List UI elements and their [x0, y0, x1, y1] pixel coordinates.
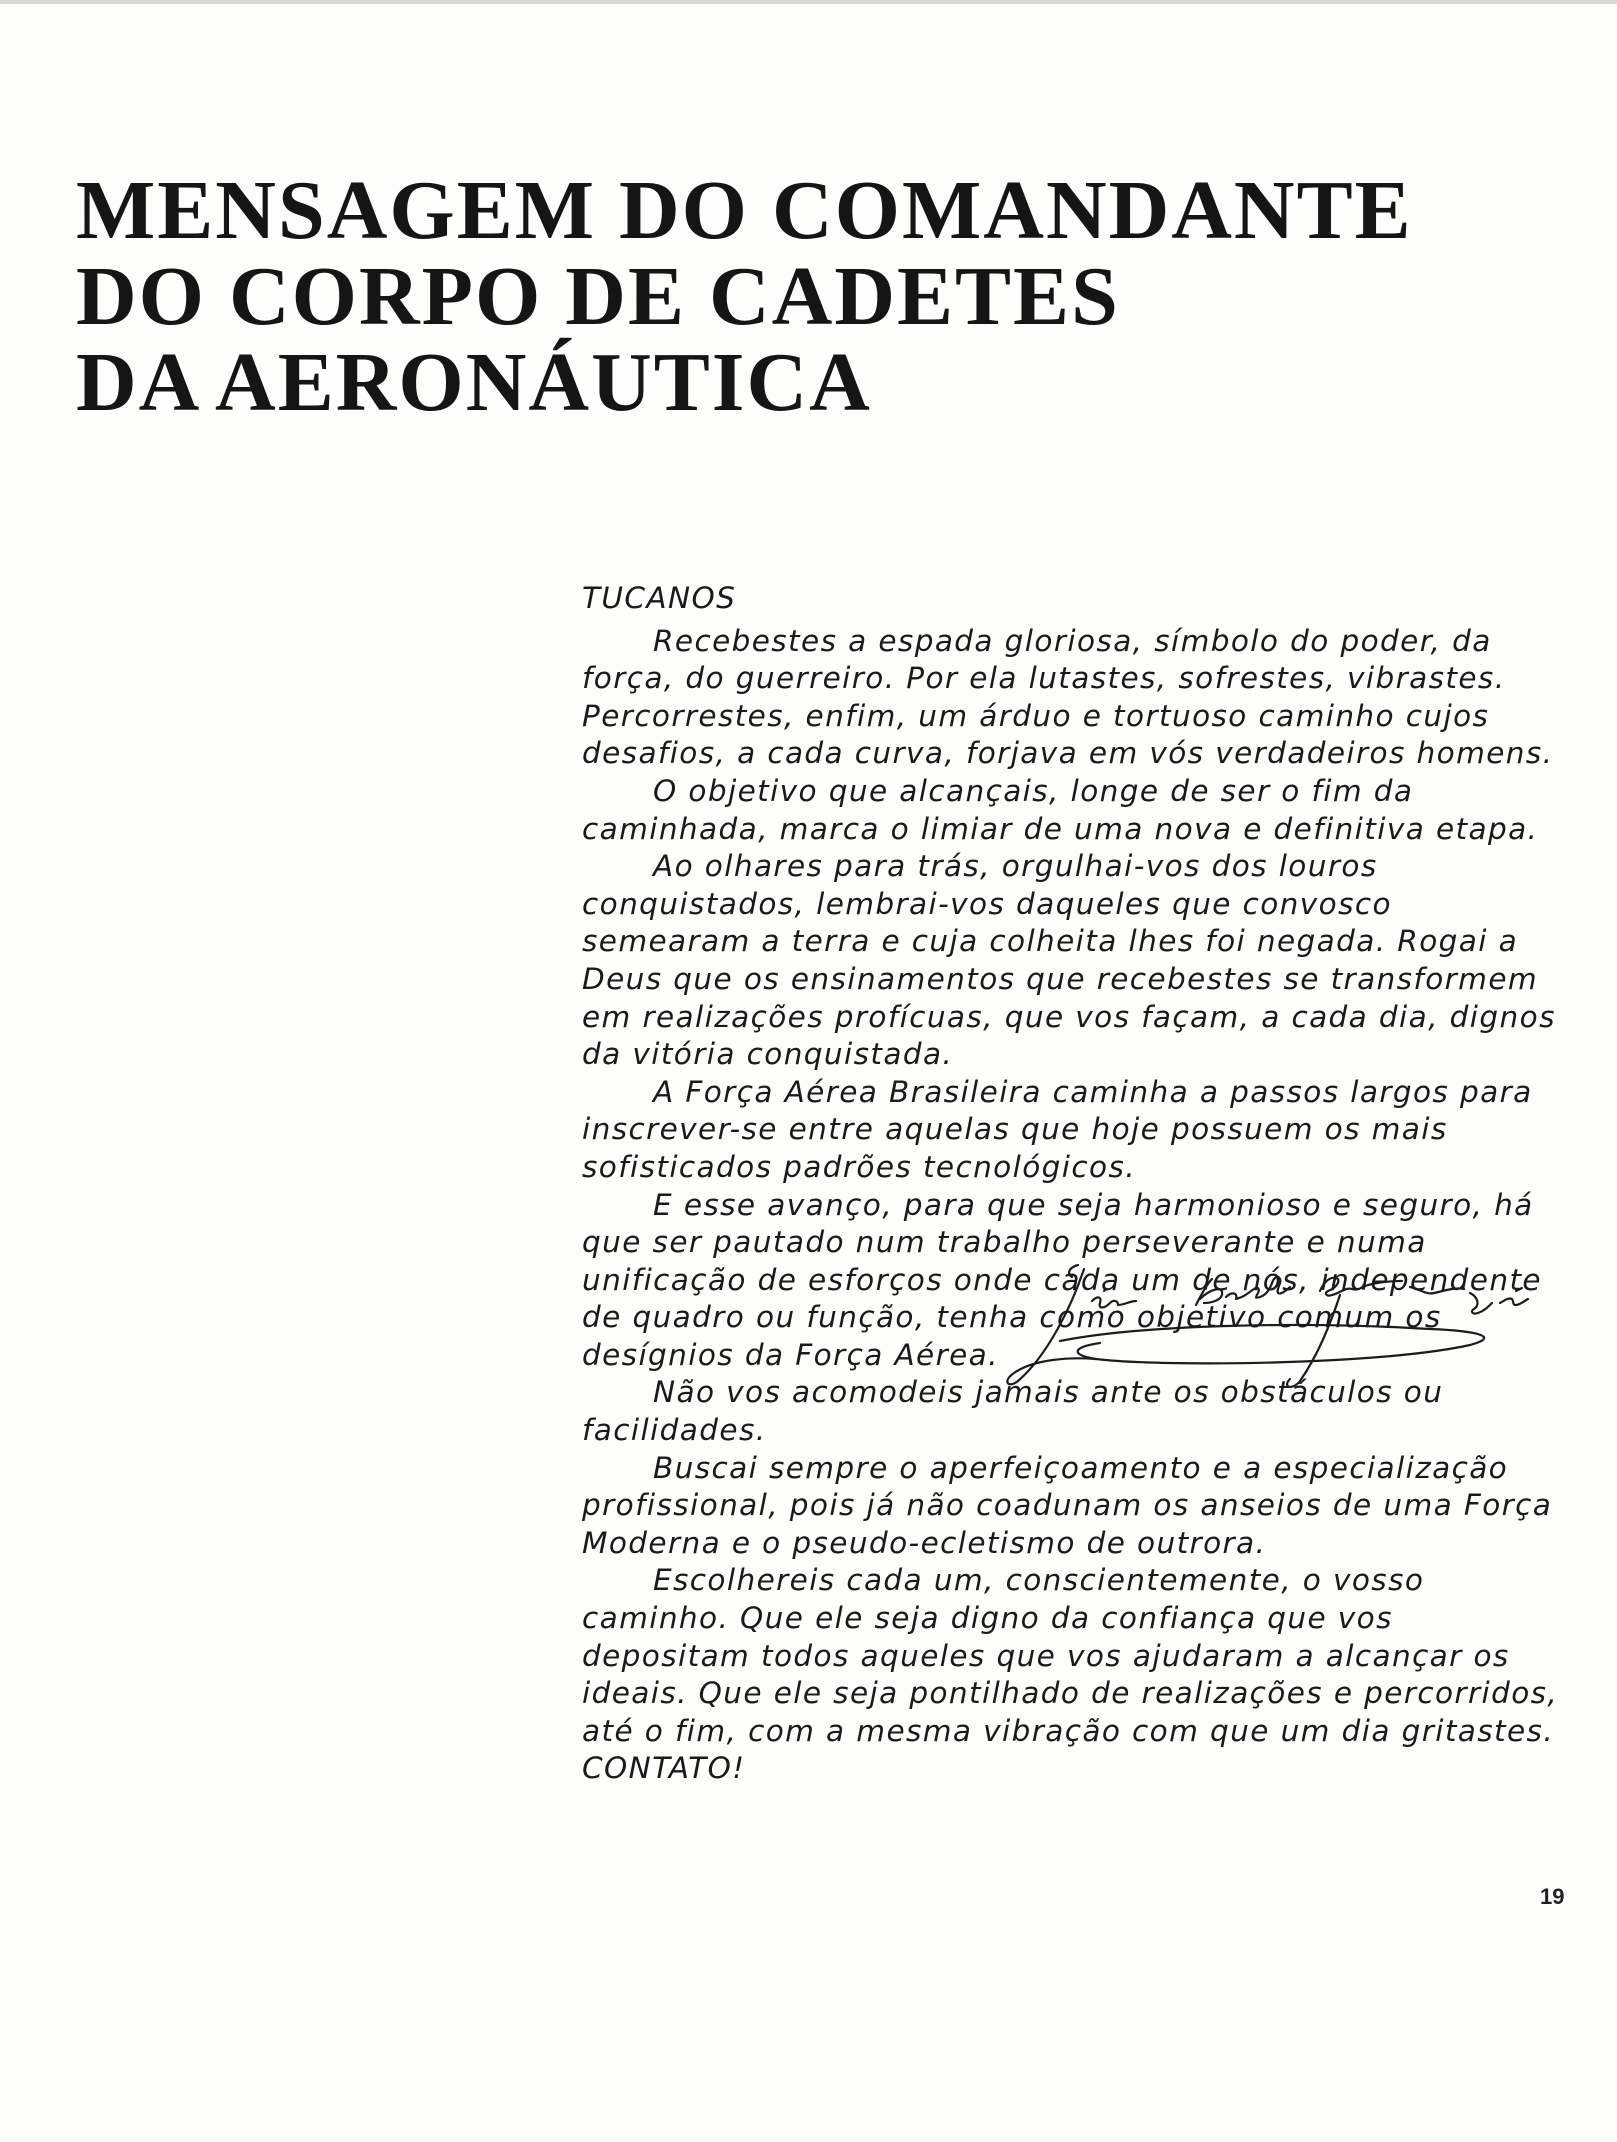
- message-body: [582, 580, 1562, 1788]
- message-paragraph: Não vos acomodeis jamais ante os obstáculos ou facilidades.: [582, 1375, 1444, 1448]
- handwritten-signature: [1000, 1255, 1540, 1395]
- message-paragraph: O objetivo que alcançais, longe de ser o fim da caminhada, marca o limiar de uma nova e definitiva etapa.: [582, 773, 1539, 846]
- salutation: TUCANOS: [582, 581, 737, 615]
- page-top-edge: [0, 0, 1617, 4]
- message-paragraph: Buscai sempre o aperfeiçoamento e a especialização profissional, pois já não coadunam os anseios de uma Força Moderna e o pseudo-ecletismo de outrora.: [582, 1450, 1553, 1560]
- message-paragraph: Recebestes a espada gloriosa, símbolo do poder, da força, do guerreiro. Por ela lutastes, sofrestes, vibrastes. Percorrestes, enfim, um árduo e tortuoso caminho cujos desafios, a cada curva, forjava em vós verdadeiros homens.: [582, 623, 1554, 771]
- page-title: [76, 164, 1413, 429]
- title-line-3: DA AERONÁUTICA: [76, 336, 872, 429]
- message-paragraph: A Força Aérea Brasileira caminha a passos largos para inscrever-se entre aquelas que hoje possuem os mais sofisticados padrões tecnológicos.: [582, 1074, 1533, 1184]
- message-paragraph: Ao olhares para trás, orgulhai-vos dos louros conquistados, lembrai-vos daqueles que convosco semearam a terra e cuja colheita lhes foi negada. Rogai a Deus que os ensinamentos que recebestes se transformem em realizações profícuas, que vos façam, a cada dia, dignos da vitória conquistada.: [582, 849, 1556, 1072]
- closing-exclamation: CONTATO!: [582, 1751, 746, 1786]
- message-paragraph: E esse avanço, para que seja harmonioso e seguro, há que ser pautado num trabalho perseverante e numa unificação de esforços onde cada um de nós, independente de quadro ou função, tenha como objetivo comum os desígnios da Força Aérea.: [582, 1187, 1542, 1372]
- message-paragraph: Escolhereis cada um, conscientemente, o vosso caminho. Que ele seja digno da confiança que vos depositam todos aqueles que vos ajudaram a alcançar os ideais. Que ele seja pontilhado de realizações e percorridos, até o fim, com a mesma vibração com que um dia gritastes.: [582, 1563, 1559, 1748]
- title-line-1: MENSAGEM DO COMANDANTE: [76, 164, 1413, 257]
- page-number: 19: [1540, 1884, 1565, 1909]
- title-line-2: DO CORPO DE CADETES: [76, 250, 1120, 343]
